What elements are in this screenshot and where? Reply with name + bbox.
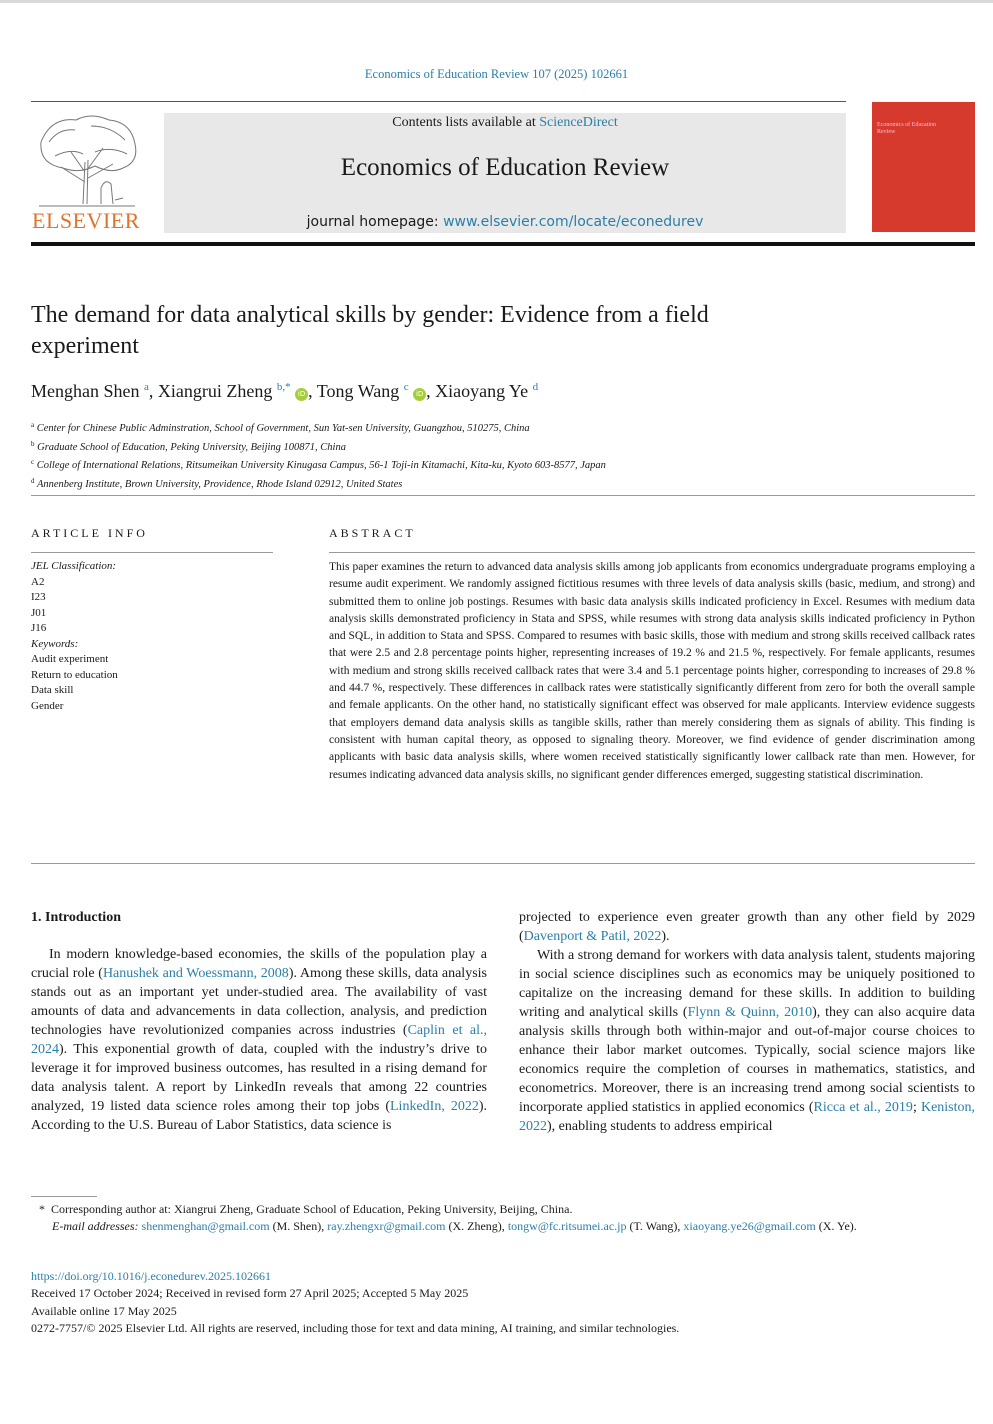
affiliation: $^a$ Center for Chinese Public Adminstration, School of Government, Sun Yat-sen University, Guangzhou, 510275, China — [31, 421, 530, 434]
citation-link[interactable]: Caplin et al., 2024 — [31, 1023, 487, 1057]
doi-link[interactable]: https://doi.org/10.1016/j.econedurev.2025.102661 — [31, 1269, 271, 1283]
masthead-rule — [31, 242, 975, 246]
journal-masthead — [164, 113, 846, 233]
article-info — [31, 559, 118, 714]
citation-link[interactable]: Keniston, 2022 — [519, 1100, 976, 1134]
abstract-heading: ABSTRACT — [329, 526, 416, 540]
article-title: The demand for data analytical skills by gender: Evidence from a field experiment — [31, 302, 709, 359]
available-online: Available online 17 May 2025 — [31, 1303, 177, 1318]
journal-homepage: journal homepage: www.elsevier.com/locate/econedurev — [306, 214, 704, 230]
section-heading: 1. Introduction — [31, 910, 121, 925]
jel-code: J16 — [31, 622, 47, 634]
publisher-wordmark: ELSEVIER — [32, 208, 140, 233]
author-name[interactable]: Tong Wang — [316, 381, 400, 401]
author-affil-marker[interactable]: b,* — [276, 381, 291, 393]
body-right-column — [519, 908, 975, 1136]
section-rule — [31, 495, 975, 496]
abstract-rule — [329, 552, 975, 553]
body-paragraph: projected to experience even greater growth than any other field by 2029 (Davenport & Patil, 2022). — [519, 910, 975, 944]
author-affil-marker[interactable]: a — [143, 381, 149, 393]
elsevier-logo[interactable] — [31, 112, 141, 234]
citation-link[interactable]: Hanushek and Woessmann, 2008 — [102, 966, 289, 981]
citation-link[interactable]: Flynn & Quinn, 2010 — [687, 1005, 813, 1020]
top-border — [0, 0, 993, 3]
article-info-heading: ARTICLE INFO — [31, 526, 148, 540]
citation-link[interactable]: Ricca et al., 2019 — [813, 1100, 913, 1115]
affiliations — [31, 418, 606, 492]
email-link[interactable]: xiaoyang.ye26@gmail.com — [683, 1219, 816, 1233]
affiliation: $^d$ Annenberg Institute, Brown University, Providence, Rhode Island 02912, United States — [31, 476, 403, 490]
jel-label: JEL Classification: — [31, 560, 117, 572]
author-name[interactable]: Xiangrui Zheng — [157, 381, 273, 401]
corresponding-author-note: * Corresponding author at: Xiangrui Zheng, Graduate School of Education, Peking University, Beijing, China. — [39, 1202, 573, 1216]
journal-cover-thumbnail[interactable] — [872, 102, 975, 232]
keywords-label: Keywords: — [31, 637, 79, 650]
body-paragraph: With a strong demand for workers with data analysis talent, students majoring in social science disciplines such as economics may be uniquely positioned to capitalize on the increasing demand for these skills. In addition to building writing and analytical skills (Flynn & Quinn, 2010), they can also acquire data analysis skills through both within-major and out-of-major course choices to enhance their labor market outcomes. Typically, social science majors like economics require the completion of courses in mathematics, statistics, and econometrics. Moreover, there is an increasing trend among social scientists to incorporate applied statistics in applied economics (Ricca et al., 2019; Keniston, 2022), enabling students to address empirical — [519, 948, 976, 1134]
cover-title: Economics of Education Review — [877, 122, 936, 135]
author-list: Menghan Shen $^a$, Xiangrui Zheng $^{b,*}$ iD , Tong Wang $^c$ iD , Xiaoyang Ye $^d$ — [31, 381, 539, 401]
affiliation: $^b$ Graduate School of Education, Peking University, Beijing 100871, China — [31, 439, 346, 453]
email-link[interactable]: tongw@fc.ritsumei.ac.jp — [507, 1219, 627, 1233]
keyword: Audit experiment — [31, 653, 109, 665]
citation-link[interactable]: LinkedIn, 2022 — [390, 1099, 479, 1114]
footnote-rule — [31, 1196, 97, 1197]
footnotes — [31, 1201, 975, 1235]
journal-title: Economics of Education Review — [340, 154, 670, 181]
body-paragraph: In modern knowledge-based economies, the skills of the population play a crucial role (Hanushek and Woessmann, 2008). Among these skills, data analysis stands out as an important yet under-studied area. The availability of vast amounts of data and advancements in data collection, analysis, and prediction technologies have revolutionized companies across industries (Caplin et al., 2024). This exponential growth of data, coupled with the industry’s drive to leverage it for improved business outcomes, has resulted in a rising demand for data analysis talent. A report by LinkedIn reveals that among 22 countries analyzed, 19 listed data science roles among their top jobs (LinkedIn, 2022). According to the U.S. Bureau of Labor Statistics, data science is — [31, 947, 487, 1133]
keyword: Gender — [31, 699, 64, 712]
email-link[interactable]: shenmenghan@gmail.com — [141, 1219, 270, 1233]
sciencedirect-link[interactable]: ScienceDirect — [539, 115, 618, 130]
author-name[interactable]: Menghan Shen — [31, 381, 140, 401]
author-affil-marker[interactable]: c — [403, 381, 409, 393]
affiliation: $^c$ College of International Relations, Ritsumeikan University Kinugasa Campus, 56-1 Toji-in Kitamachi, Kita-ku, Kyoto 603-8577, Japan — [31, 458, 606, 471]
homepage-link[interactable]: www.elsevier.com/locate/econedurev — [443, 214, 704, 230]
citation-link[interactable]: Davenport & Patil, 2022 — [523, 929, 662, 944]
abstract-end-rule — [31, 863, 975, 864]
jel-code: I23 — [31, 591, 46, 603]
author-name[interactable]: Xiaoyang Ye — [435, 381, 529, 401]
keyword: Return to education — [31, 668, 118, 681]
jel-code: A2 — [31, 575, 45, 588]
header-rule — [31, 101, 846, 102]
keyword: Data skill — [31, 684, 74, 696]
article-info-rule — [31, 552, 273, 553]
email-link[interactable]: ray.zhengxr@gmail.com — [327, 1219, 446, 1233]
contents-line: Contents lists available at ScienceDirect — [392, 115, 618, 130]
email-addresses: E-mail addresses: shenmenghan@gmail.com (M. Shen), ray.zhengxr@gmail.com (X. Zheng), tongw@fc.ritsumei.ac.jp (T. Wang), xiaoyang.ye26@gmail.com (X. Ye). — [52, 1219, 857, 1233]
received-dates: Received 17 October 2024; Received in revised form 27 April 2025; Accepted 5 May 2025 — [31, 1286, 469, 1301]
orcid-icon[interactable]: iD — [295, 388, 308, 401]
orcid-icon[interactable]: iD — [413, 388, 426, 401]
abstract-text: This paper examines the return to advanced data analysis skills among job applicants from economics undergraduate programs employing a resume audit experiment. We randomly assigned fictitious resumes with three levels of data analysis skills (basic, medium, and strong) and submitted them to online job postings. Resumes with basic data analysis skills indicated proficiency in Excel. Resumes with medium data analysis skills demonstrated proficiency in Stata and SPSS, while resumes with strong data analysis skills indicated proficiency in Python and SQL, in addition to Stata and SPSS. Compared to resumes with basic skills, those with medium and strong skills received callback rates that were 2.5 and 2.8 percentage points higher, representing increases of 19.2 % and 21.5 %, respectively. For female applicants, resumes with medium and strong skills received callback rates that were 3.4 and 5.1 percentage points higher, corresponding to increases of 29.8 % and 44.7 %, respectively. These differences in callback rates were statistically significantly different from zero for both the overall sample and female applicants. On the other hand, no statistically significant effect was observed for male applicants. Interview evidence suggests that employers demand data analysis skills as tangible skills, rather than merely considering them as signals of ability. This finding is consistent with human capital theory, as opposed to signaling theory. Moreover, we find evidence of gender discrimination among applicants with basic data analysis skills, where women received statistically significantly lower callback rate than men. However, for resumes indicating advanced data analysis skills, no significant gender differences emerged, suggesting statistical discrimination. — [329, 561, 975, 781]
journal-citation[interactable]: Economics of Education Review 107 (2025) 102661 — [364, 67, 629, 81]
author-affil-marker[interactable]: d — [532, 381, 539, 393]
elsevier-tree-icon — [31, 112, 141, 208]
body-left-column — [31, 908, 487, 1135]
jel-code: J01 — [31, 606, 47, 619]
copyright: 0272-7757/© 2025 Elsevier Ltd. All rights are reserved, including those for text and data mining, AI training, and similar technologies. — [31, 1320, 680, 1335]
article-metadata — [31, 1268, 975, 1337]
